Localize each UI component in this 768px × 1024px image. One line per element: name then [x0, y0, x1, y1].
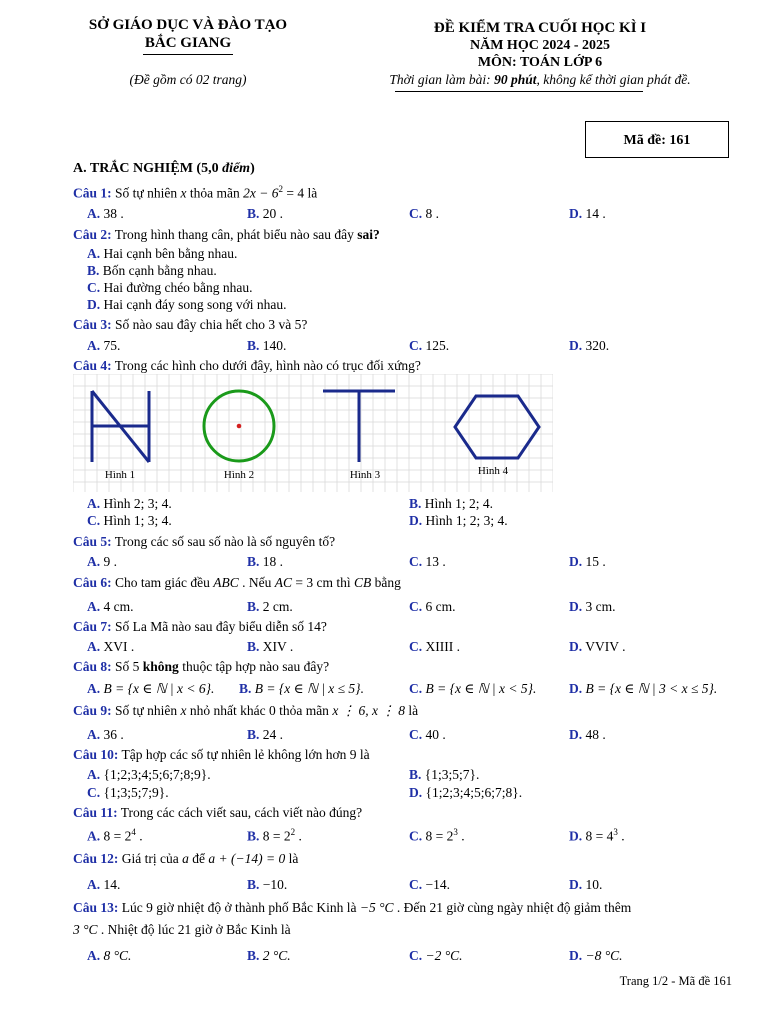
question-2: Câu 2: Trong hình thang cân, phát biểu nào sau đây sai? — [73, 227, 380, 242]
q13-option-a[interactable]: A. 8 °C. — [87, 948, 132, 963]
province-name: BẮC GIANG — [144, 35, 232, 51]
q13-option-d[interactable]: D. −8 °C. — [569, 948, 623, 963]
q4-option-a[interactable]: A. Hình 2; 3; 4. — [87, 496, 172, 511]
q3-option-a[interactable]: A. 75. — [87, 338, 121, 353]
q1-option-b[interactable]: B. 20 . — [247, 206, 284, 221]
q5-option-d[interactable]: D. 15 . — [569, 554, 606, 569]
q9-option-b[interactable]: B. 24 . — [247, 727, 284, 742]
q13-option-b[interactable]: B. 2 °C. — [247, 948, 291, 963]
figure-1-label: Hình 1 — [104, 469, 136, 481]
figure-1-shape — [92, 391, 149, 462]
q3-option-b[interactable]: B. 140. — [247, 338, 287, 353]
q7-option-a[interactable]: A. XVI . — [87, 639, 135, 654]
q2-option-c[interactable]: C. Hai đường chéo bằng nhau. — [87, 280, 253, 295]
q11-option-c[interactable]: C. $8 = 2^3$ . — [409, 827, 465, 844]
question-13-line-2: 3 °C . Nhiệt độ lúc 21 giờ ở Bắc Kinh là — [73, 922, 291, 937]
exam-code-box: Mã đề: 161 — [585, 121, 729, 158]
question-9: Câu 9: Số tự nhiên x nhỏ nhất khác 0 thỏa mãn x ⋮ 6, x ⋮ 8 là — [73, 703, 419, 718]
q1-option-c[interactable]: C. 8 . — [409, 206, 439, 221]
page-footer: Trang 1/2 - Mã đề 161 — [619, 974, 732, 988]
question-3: Câu 3: Số nào sau đây chia hết cho 3 và 5? — [73, 317, 308, 332]
q11-option-a[interactable]: A. $8 = 2^4$ . — [87, 827, 143, 844]
subject: MÔN: TOÁN LỚP 6 — [477, 55, 603, 70]
q12-option-a[interactable]: A. 14. — [87, 877, 121, 892]
q10-option-b[interactable]: B. {1;3;5;7}. — [409, 767, 480, 782]
figure-3-shape — [323, 391, 395, 462]
q10-option-c[interactable]: C. {1;3;5;7;9}. — [87, 785, 169, 800]
q5-option-b[interactable]: B. 18 . — [247, 554, 284, 569]
question-5: Câu 5: Trong các số sau số nào là số nguyên tố? — [73, 534, 336, 549]
q1-option-a[interactable]: A. 38 . — [87, 206, 124, 221]
q8-option-c[interactable]: C. B = {x ∈ ℕ | x < 5}. — [409, 681, 537, 696]
question-6: Câu 6: Cho tam giác đều ABC . Nếu AC = 3 cm thì CB bằng — [73, 575, 401, 590]
question-8: Câu 8: Số 5 không thuộc tập hợp nào sau đây? — [73, 659, 330, 674]
q9-option-d[interactable]: D. 48 . — [569, 727, 606, 742]
q3-option-d[interactable]: D. 320. — [569, 338, 610, 353]
q2-option-a[interactable]: A. Hai cạnh bên bằng nhau. — [87, 246, 238, 261]
q8-option-b[interactable]: B. B = {x ∈ ℕ | x ≤ 5}. — [239, 681, 364, 696]
q2-option-d[interactable]: D. Hai cạnh đáy song song với nhau. — [87, 297, 287, 312]
q11-option-d[interactable]: D. $8 = 4^3$ . — [569, 827, 625, 844]
q9-option-c[interactable]: C. 40 . — [409, 727, 446, 742]
question-11: Câu 11: Trong các cách viết sau, cách viết nào đúng? — [73, 805, 363, 820]
q7-option-c[interactable]: C. XIIII . — [409, 639, 460, 654]
q12-option-b[interactable]: B. −10. — [247, 877, 288, 892]
time-note: Thời gian làm bài: 90 phút, không kể thời gian phát đề. — [389, 72, 691, 87]
page-count-note: (Đề gồm có 02 trang) — [129, 72, 247, 87]
q1-option-d[interactable]: D. 14 . — [569, 206, 606, 221]
symmetry-figures — [73, 374, 553, 492]
q10-option-d[interactable]: D. {1;2;3;4;5;6;7;8}. — [409, 785, 523, 800]
figure-4-label: Hình 4 — [477, 465, 509, 477]
figure-2-label: Hình 2 — [223, 469, 255, 481]
header-underline-left — [143, 54, 233, 55]
q9-option-a[interactable]: A. 36 . — [87, 727, 124, 742]
q4-option-c[interactable]: C. Hình 1; 3; 4. — [87, 513, 172, 528]
question-7: Câu 7: Số La Mã nào sau đây biểu diễn số 14? — [73, 619, 327, 634]
q13-option-c[interactable]: C. −2 °C. — [409, 948, 463, 963]
q7-option-d[interactable]: D. VVIV . — [569, 639, 626, 654]
q4-option-d[interactable]: D. Hình 1; 2; 3; 4. — [409, 513, 508, 528]
q2-option-b[interactable]: B. Bốn cạnh bằng nhau. — [87, 263, 217, 278]
q5-option-c[interactable]: C. 13 . — [409, 554, 446, 569]
figure-3-label: Hình 3 — [349, 469, 381, 481]
question-1: Câu 1: Số tự nhiên x thỏa mãn $2x - 6^2 = 4$ là — [73, 184, 318, 201]
q7-option-b[interactable]: B. XIV . — [247, 639, 294, 654]
question-10: Câu 10: Tập hợp các số tự nhiên lẻ không lớn hơn 9 là — [73, 747, 370, 762]
question-13: Câu 13: Lúc 9 giờ nhiệt độ ở thành phố Bắc Kinh là −5 °C . Đến 21 giờ cùng ngày nhiệt độ giảm thêm — [73, 900, 632, 915]
q12-option-c[interactable]: C. −14. — [409, 877, 450, 892]
q6-option-a[interactable]: A. 4 cm. — [87, 599, 134, 614]
q4-option-b[interactable]: B. Hình 1; 2; 4. — [409, 496, 494, 511]
q6-option-d[interactable]: D. 3 cm. — [569, 599, 616, 614]
exam-title: ĐỀ KIỂM TRA CUỐI HỌC KÌ I — [433, 20, 647, 36]
q10-option-a[interactable]: A. {1;2;3;4;5;6;7;8;9}. — [87, 767, 211, 782]
q6-option-c[interactable]: C. 6 cm. — [409, 599, 456, 614]
q11-option-b[interactable]: B. $8 = 2^2$ . — [247, 827, 302, 844]
department-name: SỞ GIÁO DỤC VÀ ĐÀO TẠO — [88, 17, 288, 33]
question-4: Câu 4: Trong các hình cho dưới đây, hình nào có trục đối xứng? — [73, 358, 421, 373]
section-a-title: A. TRẮC NGHIỆM (5,0 điểm) — [73, 161, 255, 176]
q8-option-d[interactable]: D. B = {x ∈ ℕ | 3 < x ≤ 5}. — [569, 681, 718, 696]
q3-option-c[interactable]: C. 125. — [409, 338, 450, 353]
q6-option-b[interactable]: B. 2 cm. — [247, 599, 293, 614]
header-underline-right — [395, 91, 643, 92]
school-year: NĂM HỌC 2024 - 2025 — [470, 38, 610, 53]
q12-option-d[interactable]: D. 10. — [569, 877, 603, 892]
question-12: Câu 12: Giá trị của a để a + (−14) = 0 là — [73, 851, 299, 866]
figure-4-hexagon — [455, 396, 539, 458]
q8-option-a[interactable]: A. B = {x ∈ ℕ | x < 6}. — [87, 681, 215, 696]
figure-2-center-dot — [237, 424, 242, 429]
q5-option-a[interactable]: A. 9 . — [87, 554, 117, 569]
